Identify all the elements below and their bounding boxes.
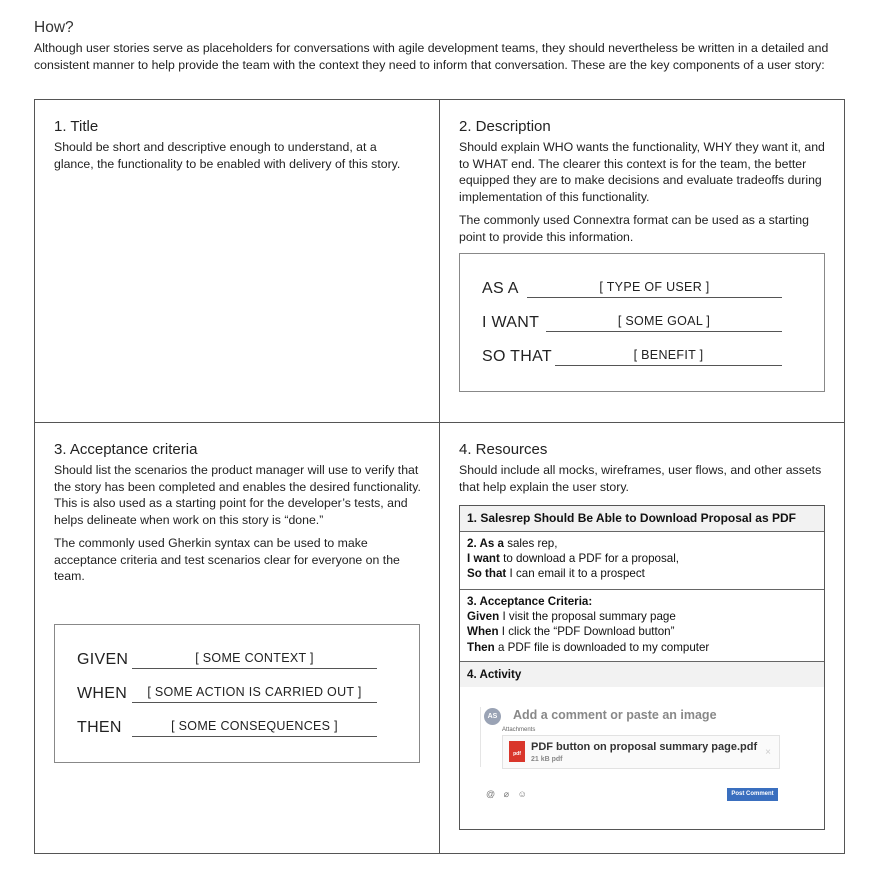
acceptance-body-format: The commonly used Gherkin syntax can be used to make acceptance criteria and test scenarios clear for everyone on the team. [54, 536, 400, 583]
template-line [55, 635, 419, 669]
components-grid [34, 99, 845, 854]
template-line [460, 264, 824, 298]
close-icon[interactable]: × [765, 747, 771, 758]
story-desc-so-kw: So that [467, 567, 507, 581]
story-desc-want: to download a PDF for a proposal, [503, 552, 680, 566]
description-cell [459, 118, 825, 252]
attachment-size: 21 kB pdf [531, 756, 563, 763]
story-desc-so: I can email it to a prospect [509, 567, 645, 581]
template-line [460, 332, 824, 366]
template-placeholder: [ BENEFIT ] [633, 348, 704, 362]
gherkin-template [54, 624, 420, 763]
resources-heading: 4. Resources [459, 441, 548, 458]
mention-icon[interactable]: @ [486, 789, 496, 799]
story-desc-as-kw: 2. As a [467, 537, 504, 550]
emoji-icon[interactable]: ☺ [517, 789, 527, 799]
story-title: 1. Salesrep Should Be Able to Download Proposal as PDF [460, 506, 824, 532]
template-line [55, 703, 419, 737]
title-heading: 1. Title [54, 118, 99, 135]
pdf-file-icon: pdf [509, 741, 525, 762]
title-body: Should be short and descriptive enough to understand, at a glance, the functionality to be enabled with delivery of this story. [54, 140, 401, 171]
story-ac-given-kw: Given [467, 610, 500, 624]
story-ac-heading: 3. Acceptance Criteria: [467, 595, 593, 608]
attachments-label: Attachments [502, 727, 536, 733]
description-body: Should explain WHO wants the functionality, WHY they want it, and to WHAT end. The clearer this context is for the team, the better equipped they are to make decisions and evaluate tradeoffs during implementation of this functionality. [459, 140, 825, 204]
comment-composer [480, 705, 780, 769]
intro-paragraph: Although user stories serve as placeholders for conversations with agile development teams, they should nevertheless be written in a detailed and consistent manner to help provide the team with the context they need to inform that conversation. These are the key components of a user story: [34, 41, 829, 72]
user-story-card [459, 505, 825, 830]
story-ac-then: a PDF file is downloaded to my computer [497, 640, 710, 654]
description-body-format: The commonly used Connextra format can be used as a starting point to provide this information. [459, 213, 809, 244]
story-ac-then-kw: Then [467, 640, 495, 654]
story-desc-as: sales rep, [507, 537, 558, 550]
template-line [55, 669, 419, 703]
avatar: AS [484, 708, 501, 725]
acceptance-body: Should list the scenarios the product manager will use to verify that the story has been completed and enables the desired functionality. This is also used as a starting point for the developer’s tests, and helps delineate when work on this story is “done.” [54, 463, 421, 527]
template-placeholder: [ SOME CONSEQUENCES ] [171, 719, 338, 733]
acceptance-heading: 3. Acceptance criteria [54, 441, 198, 458]
acceptance-cell [54, 441, 426, 592]
comment-input[interactable]: Add a comment or paste an image [513, 708, 717, 722]
template-placeholder: [ SOME ACTION IS CARRIED OUT ] [147, 685, 362, 699]
template-placeholder: [ SOME GOAL ] [617, 314, 711, 328]
comment-toolbar [486, 789, 533, 800]
template-keyword: THEN [77, 719, 122, 736]
template-line [460, 298, 824, 332]
story-acceptance [460, 590, 824, 662]
story-ac-when: I click the “PDF Download button” [501, 625, 675, 639]
template-keyword: I WANT [482, 314, 540, 331]
description-heading: 2. Description [459, 118, 551, 135]
template-placeholder: [ TYPE OF USER ] [599, 280, 710, 294]
story-activity-heading: 4. Activity [460, 662, 824, 687]
template-keyword: WHEN [77, 685, 128, 702]
story-ac-when-kw: When [467, 625, 499, 639]
template-placeholder: [ SOME CONTEXT ] [195, 651, 314, 665]
section-heading: How? [34, 19, 74, 36]
attachment-name: PDF button on proposal summary page.pdf [531, 741, 758, 753]
grid-divider-horizontal [35, 422, 844, 423]
post-comment-button[interactable]: Post Comment [727, 788, 778, 801]
paperclip-icon[interactable]: ⌀ [503, 789, 510, 799]
template-rule [555, 365, 782, 366]
attachment-card[interactable] [502, 735, 780, 769]
grid-divider-vertical [439, 100, 440, 853]
template-rule [132, 736, 377, 737]
title-cell [54, 118, 414, 179]
story-ac-given: I visit the proposal summary page [502, 610, 676, 624]
resources-cell [459, 441, 825, 502]
resources-body: Should include all mocks, wireframes, user flows, and other assets that help explain the user story. [459, 463, 822, 494]
template-keyword: SO THAT [482, 348, 552, 365]
story-desc-want-kw: I want [467, 552, 500, 566]
connextra-template [459, 253, 825, 392]
template-keyword: AS A [482, 280, 519, 297]
template-keyword: GIVEN [77, 651, 129, 668]
story-description [460, 532, 824, 590]
